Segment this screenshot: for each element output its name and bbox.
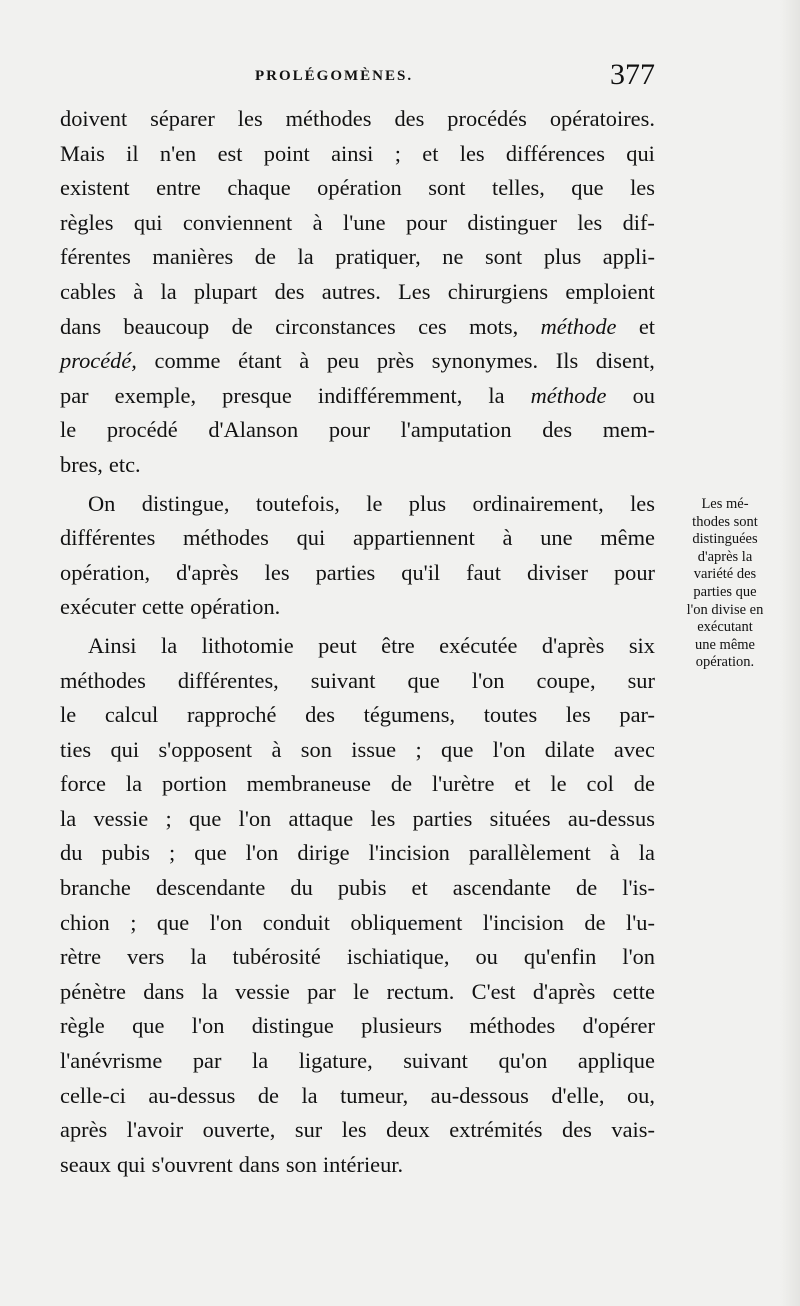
text-line: par exemple, presque indifféremment, la méthode ou xyxy=(60,382,655,408)
text-line: chion ; que l'on conduit obliquement l'incision de l'u- xyxy=(60,909,655,935)
text-line: le procédé d'Alanson pour l'amputation des mem- xyxy=(60,417,655,443)
text-line: après l'avoir ouverte, sur les deux extrémités des vais- xyxy=(60,1117,655,1143)
text-line: procédé, comme étant à peu près synonymes. Ils disent, xyxy=(60,348,655,374)
text-line: cables à la plupart des autres. Les chirurgiens emploient xyxy=(60,278,655,304)
text-line: opération, d'après les parties qu'il faut diviser pour xyxy=(60,559,655,585)
running-head: PROLÉGOMÈNES. xyxy=(255,68,414,84)
page-header xyxy=(255,58,655,98)
margin-note-line: Les mé- xyxy=(701,496,749,512)
text-line: règles qui conviennent à l'une pour distinguer les dif- xyxy=(60,209,655,235)
margin-note-line: d'après la xyxy=(697,548,753,565)
text-line: différentes méthodes qui appartiennent à une même xyxy=(60,525,655,551)
text-line: la vessie ; que l'on attaque les parties situées au-dessus xyxy=(60,805,655,831)
text-line: Ainsi la lithotomie peut être exécutée d'après six xyxy=(88,632,655,658)
text-line: bres, etc. xyxy=(60,451,141,477)
text-line: Mais il n'en est point ainsi ; et les différences qui xyxy=(60,140,655,166)
text-line: du pubis ; que l'on dirige l'incision parallèlement à la xyxy=(60,840,655,866)
text-line: méthodes différentes, suivant que l'on coupe, sur xyxy=(60,667,655,693)
text-line: On distingue, toutefois, le plus ordinairement, les xyxy=(88,490,655,516)
text-line: rètre vers la tubérosité ischiatique, ou qu'enfin l'on xyxy=(60,944,655,970)
margin-note-line: parties que xyxy=(693,583,757,600)
text-line: ties qui s'opposent à son issue ; que l'on dilate avec xyxy=(60,736,655,762)
margin-note-line: exécutant xyxy=(697,619,753,636)
text-line: l'anévrisme par la ligature, suivant qu'on applique xyxy=(60,1048,655,1074)
text-line: règle que l'on distingue plusieurs méthodes d'opérer xyxy=(60,1013,655,1039)
text-line: celle-ci au-dessus de la tumeur, au-dessous d'elle, ou, xyxy=(60,1082,655,1108)
text-line: pénètre dans la vessie par le rectum. C'est d'après cette xyxy=(60,978,655,1004)
text-line: le calcul rapproché des tégumens, toutes les par- xyxy=(60,702,655,728)
text-line: existent entre chaque opération sont telles, que les xyxy=(60,175,655,201)
margin-note-line: distinguées xyxy=(692,531,758,548)
text-line: seaux qui s'ouvrent dans son intérieur. xyxy=(60,1151,404,1177)
margin-note-line: thodes sont xyxy=(692,513,758,530)
margin-note-line: une même xyxy=(695,636,755,653)
text-line: férentes manières de la pratiquer, ne sont plus appli- xyxy=(60,244,655,270)
body-text xyxy=(60,102,655,1182)
text-line: force la portion membraneuse de l'urètre et le col de xyxy=(60,771,655,797)
margin-note-line: variété des xyxy=(693,566,757,583)
text-line: doivent séparer les méthodes des procédés opératoires. xyxy=(60,106,655,131)
text-line: dans beaucoup de circonstances ces mots, méthode et xyxy=(60,313,655,339)
page-number: 377 xyxy=(610,58,655,91)
text-line: branche descendante du pubis et ascendante de l'is- xyxy=(60,875,655,901)
text-line: exécuter cette opération. xyxy=(60,594,281,620)
margin-note-line: opération. xyxy=(695,654,755,671)
margin-note-line: l'on divise en xyxy=(686,601,764,618)
margin-note xyxy=(665,496,785,672)
